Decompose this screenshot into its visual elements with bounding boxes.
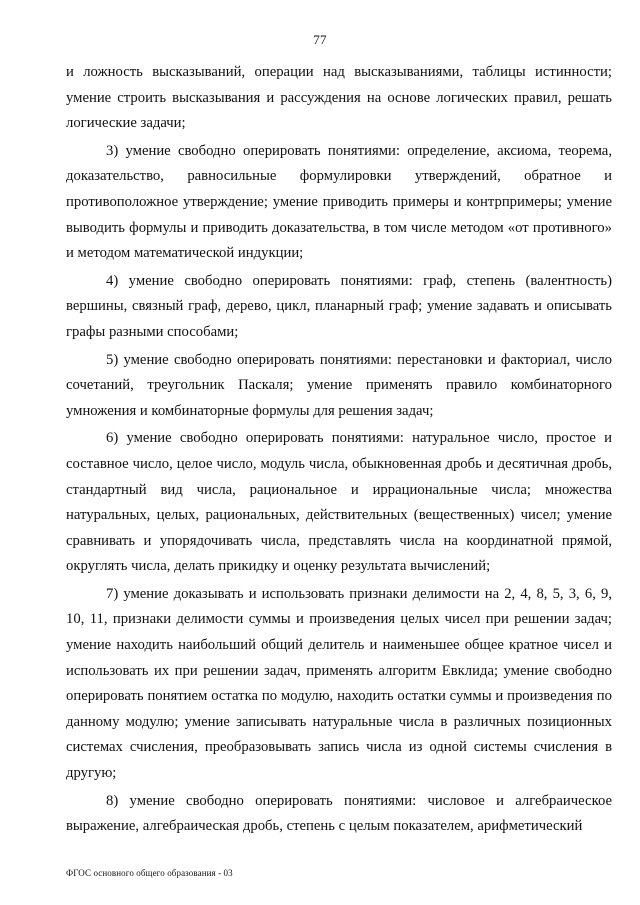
page-number: 77 (313, 32, 327, 47)
page-footer: ФГОС основного общего образования - 03 (66, 868, 233, 878)
paragraph-item-4: 4) умение свободно оперировать понятиями: граф, степень (валентность) вершины, связный граф, дерево, цикл, планарный граф; умение задавать и описывать графы разными способами; (66, 272, 612, 340)
paragraph-item-7: 7) умение доказывать и использовать признаки делимости на 2, 4, 8, 5, 3, 6, 9, 10, 11, признаки делимости суммы и произведения целых чисел при решении задач; умение находить наибольший общий делитель и наименьшее общее кратное чисел и использовать их при решении задач, применять алгоритм Евклида; умение свободно оперировать понятием остатка по модулю, находить остатки суммы и произведения по данному модулю; умение записывать натуральные числа в различных позиционных системах счисления, преобразовывать запись числа из одной системы счисления в другую; (66, 585, 612, 782)
paragraph-item-5: 5) умение свободно оперировать понятиями: перестановки и факториал, число сочетаний, треугольник Паскаля; умение применять правило комбинаторного умножения и комбинаторные формулы для решения задач; (66, 351, 612, 419)
paragraph-item-6: 6) умение свободно оперировать понятиями: натуральное число, простое и составное число, целое число, модуль числа, обыкновенная дробь и десятичная дробь, стандартный вид числа, рациональное и иррациональные числа; множества натуральных, целых, рациональных, действительных (вещественных) чисел; умение сравнивать и упорядочивать числа, представлять числа на координатной прямой, округлять числа, делать прикидку и оценку результата вычислений; (66, 430, 612, 575)
paragraph-item-3: 3) умение свободно оперировать понятиями: определение, аксиома, теорема, доказательство, равносильные формулировки утверждений, обратное и противоположное утверждение; умение приводить примеры и контрпримеры; умение выводить формулы и приводить доказательства, в том числе методом «от противного» и методом математической индукции; (66, 142, 612, 262)
paragraph-continuation: и ложность высказываний, операции над высказываниями, таблицы истинности; умение строить высказывания и рассуждения на основе логических правил, решать логические задачи; (66, 64, 612, 132)
paragraph-item-8: 8) умение свободно оперировать понятиями: числовое и алгебраическое выражение, алгебраическая дробь, степень с целым показателем, арифметический (66, 792, 612, 835)
document-body (66, 60, 612, 842)
